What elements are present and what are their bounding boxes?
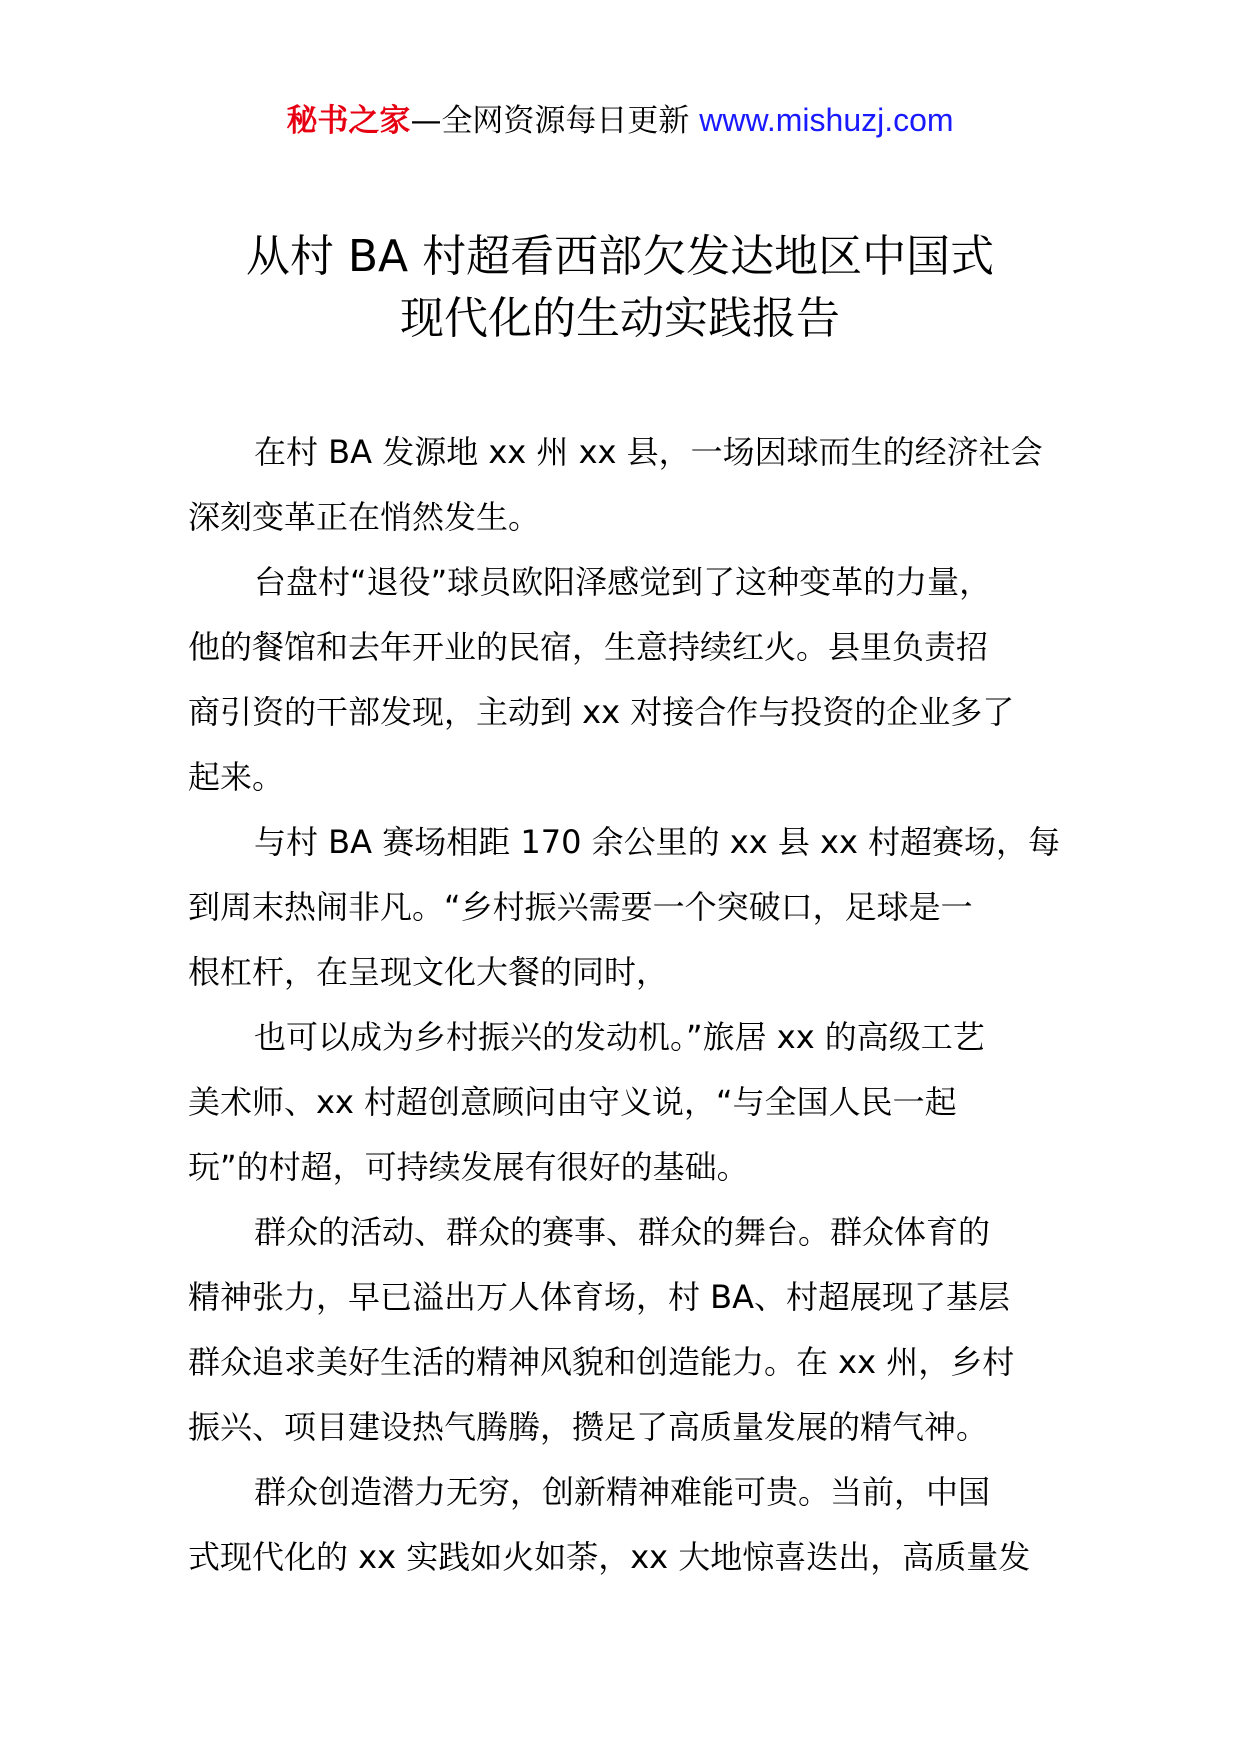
- paragraph-line: 深刻变革正在悄然发生。: [188, 498, 541, 536]
- paragraph-line: 到周末热闹非凡。“乡村振兴需要一个突破口，足球是一: [188, 888, 973, 926]
- paragraph-line: 群众的活动、群众的赛事、群众的舞台。群众体育的: [254, 1213, 991, 1251]
- paragraph: [188, 1460, 1068, 1590]
- paragraph: [188, 810, 1068, 1005]
- document-title: [150, 226, 1090, 350]
- paragraph-line: 起来。: [188, 758, 285, 796]
- paragraph-line: 群众追求美好生活的精神风貌和创造能力。在 xx 州，乡村: [188, 1343, 1015, 1381]
- paragraph-line: 也可以成为乡村振兴的发动机。”旅居 xx 的高级工艺: [254, 1018, 985, 1056]
- brand-name: 秘书之家: [286, 103, 411, 139]
- paragraph-line: 精神张力，早已溢出万人体育场，村 BA、村超展现了基层: [188, 1278, 1011, 1316]
- document-body: [188, 420, 1068, 1590]
- paragraph: [188, 1200, 1068, 1460]
- paragraph: [188, 1005, 1068, 1200]
- paragraph: [188, 420, 1068, 550]
- paragraph-line: 在村 BA 发源地 xx 州 xx 县，一场因球而生的经济社会: [254, 433, 1043, 471]
- paragraph-line: 与村 BA 赛场相距 170 余公里的 xx 县 xx 村超赛场，每: [254, 823, 1061, 861]
- header-slogan: —全网资源每日更新: [410, 103, 700, 139]
- paragraph-line: 群众创造潜力无穷，创新精神难能可贵。当前，中国: [254, 1473, 991, 1511]
- paragraph-line: 美术师、xx 村超创意顾问由守义说，“与全国人民一起: [188, 1083, 957, 1121]
- paragraph-line: 商引资的干部发现，主动到 xx 对接合作与投资的企业多了: [188, 693, 1015, 731]
- paragraph-line: 他的餐馆和去年开业的民宿，生意持续红火。县里负责招: [188, 628, 989, 666]
- site-url-link[interactable]: www.mishuzj.com: [699, 102, 954, 138]
- site-header: [0, 100, 1240, 141]
- title-line: 从村 BA 村超看西部欠发达地区中国式: [245, 231, 995, 282]
- paragraph-line: 振兴、项目建设热气腾腾，攒足了高质量发展的精气神。: [188, 1408, 989, 1446]
- title-line: 现代化的生动实践报告: [400, 293, 840, 344]
- paragraph-line: 玩”的村超，可持续发展有很好的基础。: [188, 1148, 749, 1186]
- paragraph-line: 式现代化的 xx 实践如火如荼，xx 大地惊喜迭出，高质量发: [188, 1538, 1031, 1576]
- paragraph-line: 台盘村“退役”球员欧阳泽感觉到了这种变革的力量，: [254, 563, 992, 601]
- paragraph-line: 根杠杆，在呈现文化大餐的同时，: [188, 953, 669, 991]
- paragraph: [188, 550, 1068, 810]
